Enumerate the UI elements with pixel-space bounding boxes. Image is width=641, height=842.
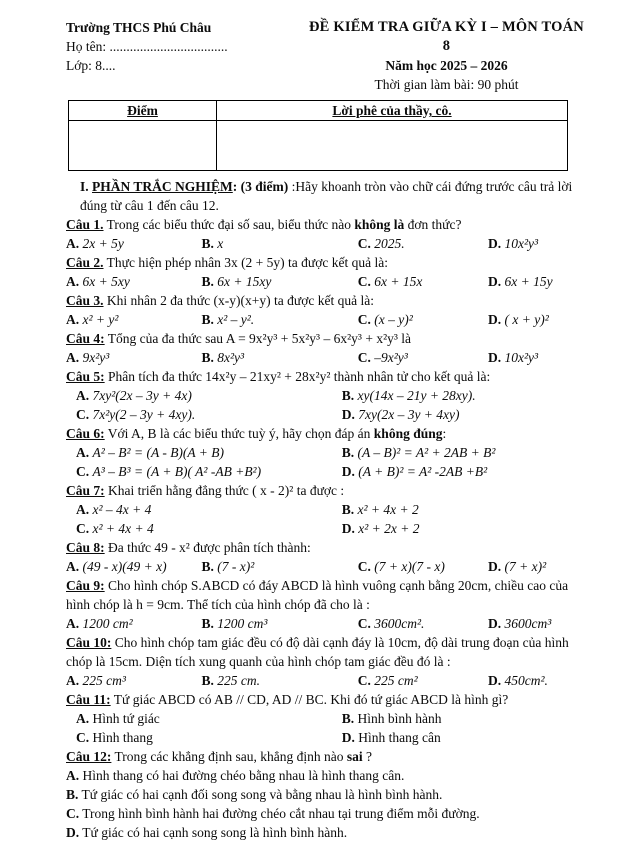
question-options: [66, 614, 587, 633]
option-text: (7 - x)²: [217, 559, 255, 574]
option-D: [488, 310, 587, 329]
option-D: [488, 348, 587, 367]
option-text: (x – y)²: [374, 312, 413, 327]
option-letter: D.: [341, 730, 355, 745]
option-C: [358, 348, 488, 367]
question-head: [66, 424, 587, 443]
option-C: [358, 310, 488, 329]
question-text-run: Trong các khẳng định sau, khẳng định nào: [114, 749, 347, 764]
option-C: [358, 557, 488, 576]
score-header-cell: [69, 101, 217, 121]
option-text: x: [217, 236, 224, 251]
question-text-run: sai: [346, 749, 363, 764]
option-text: 7x²y(2 – 3y + 4xy).: [92, 407, 196, 422]
option-text: 8x²y³: [217, 350, 245, 365]
option-D: [488, 557, 587, 576]
option-D: [342, 405, 587, 424]
option-A: [66, 234, 201, 253]
question-options: [66, 443, 587, 481]
option-letter: D.: [488, 274, 502, 289]
question-head: [66, 481, 587, 500]
option-text: Hình thang cân: [358, 730, 441, 745]
option-text: Hình thang: [92, 730, 153, 745]
question-label: Câu 5:: [66, 369, 105, 384]
question-options: [66, 557, 587, 576]
section-title: PHẦN TRẮC NGHIỆM: [92, 179, 233, 194]
option-B: [201, 671, 357, 690]
question-head: [66, 538, 587, 557]
option-text: 7xy(2x – 3y + 4xy): [358, 407, 460, 422]
option-text: 2x + 5y: [82, 236, 124, 251]
section-heading: [66, 177, 587, 215]
option-B: [342, 709, 587, 728]
question-12: [66, 747, 587, 842]
option-C: [76, 405, 342, 424]
student-name-line: Họ tên: ...................................: [66, 39, 228, 54]
option-text: 225 cm.: [217, 673, 260, 688]
option-text: Tứ giác có hai cạnh song song là hình bình hành.: [82, 825, 348, 840]
question-6: [66, 424, 587, 481]
question-head: [66, 253, 587, 272]
option-D: [488, 234, 587, 253]
option-C: [358, 272, 488, 291]
option-letter: A.: [66, 768, 80, 783]
option-D: [342, 728, 587, 747]
school-name: Trường THCS Phú Châu: [66, 20, 212, 35]
option-letter: D.: [488, 673, 502, 688]
option-letter: D.: [341, 521, 355, 536]
header-right: [306, 18, 587, 94]
question-label: Câu 9:: [66, 578, 105, 593]
question-3: [66, 291, 587, 329]
option-letter: C.: [357, 312, 371, 327]
option-text: x² + 2x + 2: [358, 521, 420, 536]
option-letter: B.: [201, 350, 214, 365]
question-label: Câu 10:: [66, 635, 112, 650]
comment-header-cell: [217, 101, 568, 121]
option-text: Hình thang có hai đường chéo bằng nhau là hình thang cân.: [82, 768, 405, 783]
option-text: x² + y²: [82, 312, 119, 327]
option-text: ( x + y)²: [504, 312, 549, 327]
score-table: [68, 100, 568, 171]
question-head: [66, 215, 587, 234]
option-letter: A.: [66, 350, 80, 365]
option-B: [201, 557, 357, 576]
question-10: [66, 633, 587, 690]
question-text-run: Khai triển hằng đẳng thức ( x - 2)² ta được :: [108, 483, 345, 498]
option-letter: C.: [357, 274, 371, 289]
question-11: [66, 690, 587, 747]
exam-duration: Thời gian làm bài: 90 phút: [374, 77, 519, 92]
option-letter: A.: [76, 388, 90, 403]
option-text: 450cm².: [504, 673, 548, 688]
option-text: 3600cm².: [374, 616, 425, 631]
option-text: 6x + 15x: [374, 274, 423, 289]
question-1: [66, 215, 587, 253]
option-letter: D.: [488, 616, 502, 631]
question-head: [66, 633, 587, 671]
question-2: [66, 253, 587, 291]
option-text: (7 + x)(7 - x): [374, 559, 445, 574]
question-label: Câu 12:: [66, 749, 112, 764]
option-C: [358, 614, 488, 633]
option-letter: B.: [66, 787, 79, 802]
option-letter: B.: [341, 445, 355, 460]
option-C: [76, 519, 342, 538]
option-A: [66, 671, 201, 690]
question-text-run: Cho hình chóp tam giác đều có độ dài cạnh đáy là 10cm, độ dài trung đoạn của hình chóp là 15cm. Diện tích xung quanh của hình chóp tam giác đều đó là :: [66, 635, 569, 669]
question-options: [66, 310, 587, 329]
option-letter: C.: [76, 407, 90, 422]
option-letter: A.: [66, 673, 80, 688]
option-letter: A.: [66, 559, 80, 574]
option-text: 6x + 15y: [504, 274, 553, 289]
option-text: Tứ giác có hai cạnh đối song song và bằng nhau là hình bình hành.: [81, 787, 443, 802]
option-letter: C.: [76, 730, 90, 745]
option-B: [201, 310, 357, 329]
question-text-run: Khi nhân 2 đa thức (x-y)(x+y) ta được kết quả là:: [106, 293, 374, 308]
question-7: [66, 481, 587, 538]
option-text: Hình tứ giác: [92, 711, 160, 726]
option-C: [358, 234, 488, 253]
option-text: 10x²y³: [504, 350, 539, 365]
option-letter: B.: [201, 312, 214, 327]
option-C: [358, 671, 488, 690]
question-options: [66, 500, 587, 538]
option-B: [342, 500, 587, 519]
score-header-label: Điểm: [127, 103, 158, 118]
option-A: [66, 614, 201, 633]
option-B: [66, 785, 587, 804]
exam-title: ĐỀ KIỂM TRA GIỮA KỲ I – MÔN TOÁN 8: [309, 19, 584, 54]
question-options: [66, 671, 587, 690]
option-D: [66, 823, 587, 842]
question-text-run: Tứ giác ABCD có AB // CD, AD // BC. Khi đó tứ giác ABCD là hình gì?: [113, 692, 509, 707]
question-text-run: ?: [362, 749, 373, 764]
header-left: [66, 18, 306, 94]
option-D: [488, 614, 587, 633]
comment-header-label: Lời phê của thầy, cô.: [332, 103, 452, 118]
option-letter: A.: [66, 312, 80, 327]
question-text-run: Trong các biểu thức đại số sau, biểu thức nào: [106, 217, 355, 232]
option-letter: B.: [201, 236, 214, 251]
question-options: [66, 386, 587, 424]
section-points: : (3 điểm): [232, 179, 289, 194]
question-label: Câu 1.: [66, 217, 104, 232]
questions-list: [66, 215, 587, 842]
question-text-run: Đa thức 49 - x² được phân tích thành:: [108, 540, 311, 555]
option-letter: D.: [488, 236, 502, 251]
option-letter: D.: [488, 350, 502, 365]
question-text-run: Thực hiện phép nhân 3x (2 + 5y) ta được kết quả là:: [106, 255, 388, 270]
option-text: (49 - x)(49 + x): [82, 559, 167, 574]
option-A: [66, 557, 201, 576]
option-letter: C.: [357, 559, 371, 574]
option-text: (A – B)² = A² + 2AB + B²: [357, 445, 496, 460]
option-text: (A + B)² = A² -2AB +B²: [358, 464, 488, 479]
question-options: [66, 348, 587, 367]
option-letter: A.: [66, 274, 80, 289]
question-text-run: không đúng: [373, 426, 443, 441]
question-9: [66, 576, 587, 633]
question-label: Câu 6:: [66, 426, 105, 441]
option-A: [76, 443, 342, 462]
option-A: [66, 310, 201, 329]
question-label: Câu 11:: [66, 692, 111, 707]
question-options: [66, 272, 587, 291]
option-letter: B.: [201, 673, 214, 688]
option-text: 6x + 5xy: [82, 274, 130, 289]
option-letter: B.: [201, 559, 214, 574]
question-label: Câu 7:: [66, 483, 105, 498]
question-head: [66, 576, 587, 614]
option-A: [66, 348, 201, 367]
option-A: [66, 766, 587, 785]
option-C: [76, 462, 342, 481]
option-letter: A.: [76, 711, 90, 726]
option-text: 1200 cm³: [217, 616, 268, 631]
option-B: [342, 386, 587, 405]
option-letter: D.: [341, 464, 355, 479]
option-letter: D.: [488, 312, 502, 327]
question-options: [66, 766, 587, 842]
question-label: Câu 8:: [66, 540, 105, 555]
option-text: (7 + x)²: [504, 559, 547, 574]
option-A: [76, 386, 342, 405]
option-text: 225 cm³: [82, 673, 126, 688]
option-text: x² + 4x + 2: [357, 502, 419, 517]
option-text: xy(14x – 21y + 28xy).: [357, 388, 476, 403]
question-head: [66, 367, 587, 386]
question-label: Câu 4:: [66, 331, 105, 346]
option-letter: A.: [76, 445, 90, 460]
option-letter: B.: [201, 616, 214, 631]
option-letter: B.: [341, 388, 355, 403]
option-letter: B.: [341, 711, 355, 726]
option-B: [201, 614, 357, 633]
option-letter: C.: [357, 616, 371, 631]
option-text: 225 cm²: [374, 673, 418, 688]
question-label: Câu 2.: [66, 255, 104, 270]
question-head: [66, 747, 587, 766]
option-text: A³ – B³ = (A + B)( A² -AB +B²): [92, 464, 262, 479]
question-text-run: Phân tích đa thức 14x²y – 21xy² + 28x²y² thành nhân tử cho kết quả là:: [108, 369, 491, 384]
question-4: [66, 329, 587, 367]
option-text: 10x²y³: [504, 236, 539, 251]
class-line: Lớp: 8....: [66, 58, 116, 73]
question-label: Câu 3.: [66, 293, 104, 308]
option-letter: C.: [76, 521, 90, 536]
question-head: [66, 291, 587, 310]
option-B: [201, 348, 357, 367]
option-text: A² – B² = (A - B)(A + B): [92, 445, 225, 460]
option-text: 1200 cm²: [82, 616, 133, 631]
option-text: –9x²y³: [374, 350, 408, 365]
section-instruction: :Hãy khoanh tròn vào chữ cái đứng trước câu trả lời đúng từ câu 1 đến câu 12.: [80, 179, 573, 213]
question-5: [66, 367, 587, 424]
option-letter: A.: [66, 616, 80, 631]
question-text-run: Tổng của đa thức sau A = 9x²y³ + 5x²y³ – 6x²y³ + x²y³ là: [107, 331, 412, 346]
question-options: [66, 709, 587, 747]
option-text: x² – 4x + 4: [92, 502, 152, 517]
score-value-cell: [69, 121, 217, 171]
question-head: [66, 329, 587, 348]
question-options: [66, 234, 587, 253]
header: [66, 18, 587, 94]
option-letter: D.: [488, 559, 502, 574]
option-letter: D.: [66, 825, 80, 840]
option-D: [342, 462, 587, 481]
option-letter: C.: [76, 464, 90, 479]
option-A: [66, 272, 201, 291]
option-C: [66, 804, 587, 823]
option-D: [488, 272, 587, 291]
question-8: [66, 538, 587, 576]
option-text: x² – y².: [217, 312, 255, 327]
option-B: [342, 443, 587, 462]
question-text-run: :: [442, 426, 447, 441]
question-text-run: Cho hình chóp S.ABCD có đáy ABCD là hình vuông cạnh bằng 20cm, chiều cao của hình chóp là h = 9cm. Thể tích của hình chóp đã cho là :: [66, 578, 569, 612]
option-letter: B.: [341, 502, 355, 517]
option-text: 2025.: [374, 236, 405, 251]
option-B: [201, 272, 357, 291]
option-A: [76, 500, 342, 519]
question-text-run: đơn thức?: [404, 217, 462, 232]
option-D: [488, 671, 587, 690]
option-D: [342, 519, 587, 538]
option-text: 3600cm³: [504, 616, 552, 631]
option-letter: C.: [66, 806, 80, 821]
option-letter: C.: [357, 350, 371, 365]
option-letter: A.: [66, 236, 80, 251]
school-year: Năm học 2025 – 2026: [385, 58, 508, 73]
question-text-run: không là: [354, 217, 405, 232]
option-A: [76, 709, 342, 728]
option-text: 7xy²(2x – 3y + 4x): [92, 388, 192, 403]
option-text: Trong hình bình hành hai đường chéo cắt nhau tại trung điểm mỗi đường.: [82, 806, 480, 821]
option-letter: D.: [341, 407, 355, 422]
option-B: [201, 234, 357, 253]
question-text-run: Với A, B là các biểu thức tuỳ ý, hãy chọn đáp án: [107, 426, 374, 441]
option-text: 6x + 15xy: [217, 274, 272, 289]
comment-value-cell: [217, 121, 568, 171]
option-text: x² + 4x + 4: [92, 521, 154, 536]
option-letter: C.: [357, 236, 371, 251]
question-head: [66, 690, 587, 709]
option-letter: B.: [201, 274, 214, 289]
option-letter: C.: [357, 673, 371, 688]
option-text: Hình bình hành: [357, 711, 442, 726]
option-text: 9x²y³: [82, 350, 110, 365]
option-letter: A.: [76, 502, 90, 517]
section-numeral: I.: [80, 179, 93, 194]
option-C: [76, 728, 342, 747]
